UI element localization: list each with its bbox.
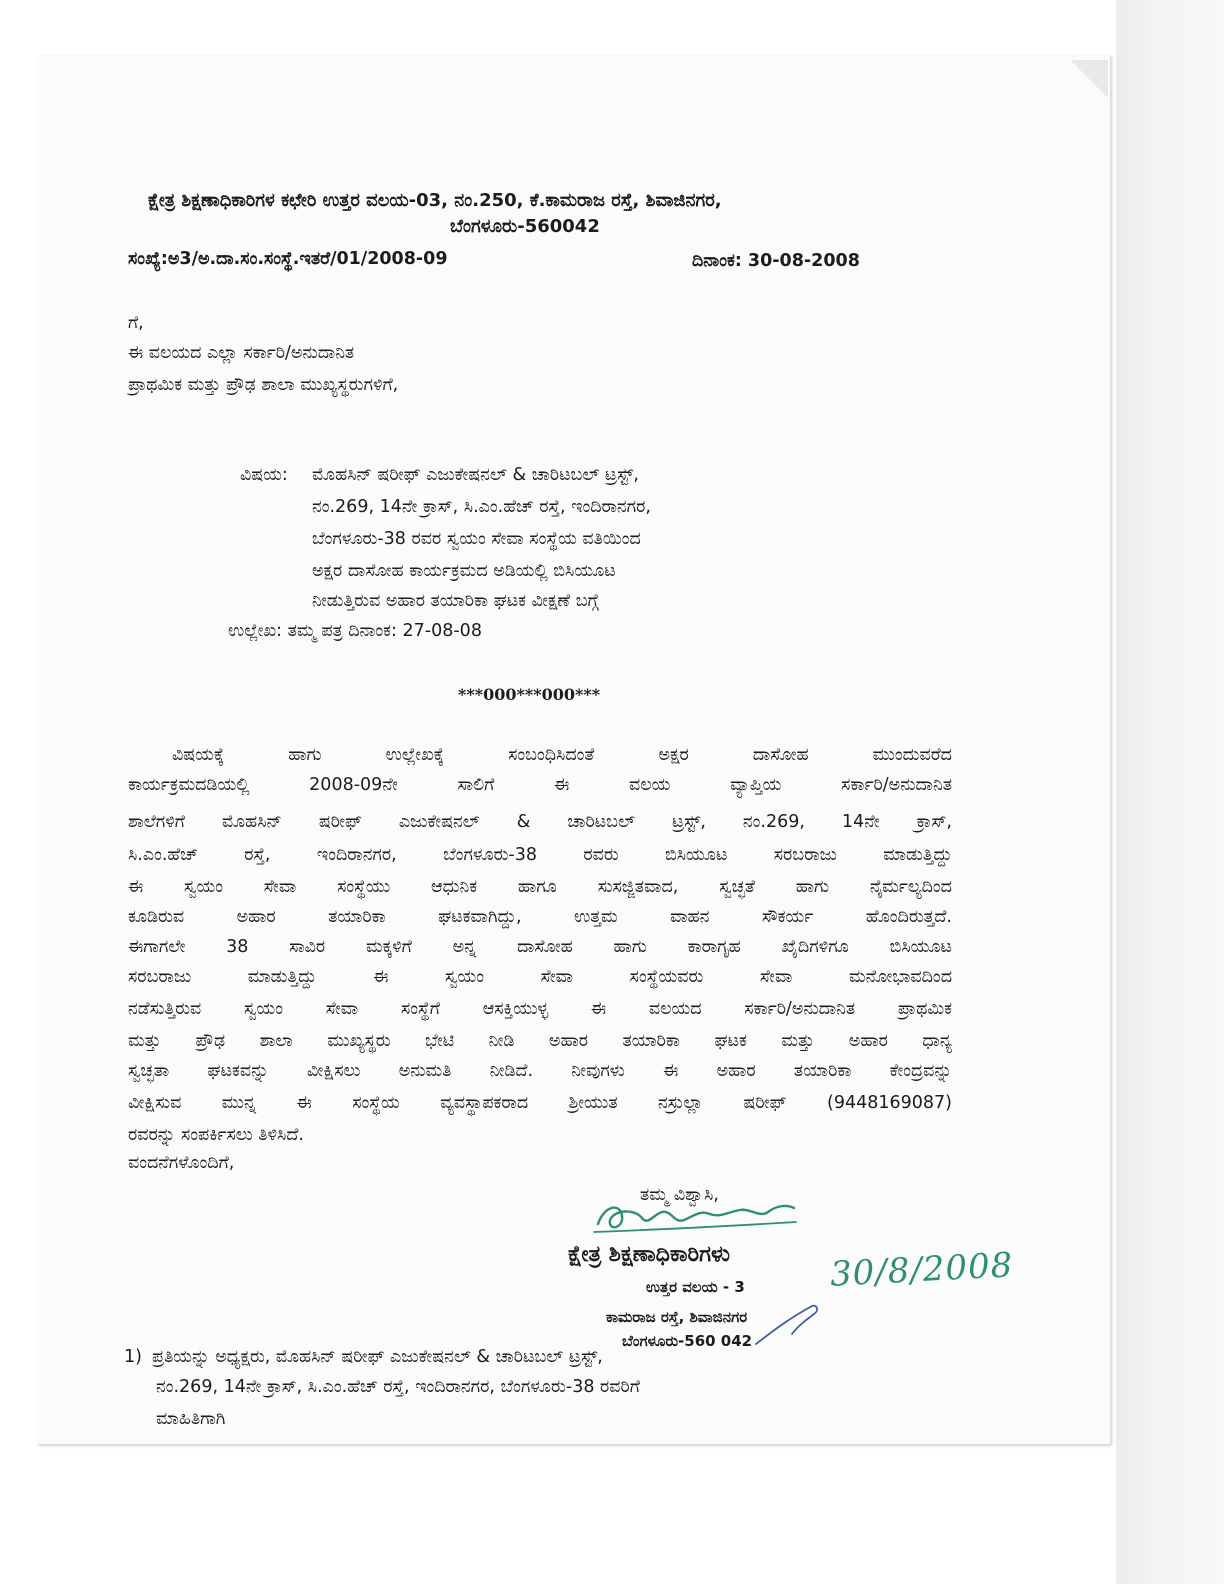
stamp-zone: ಉತ್ತರ ವಲಯ - 3: [646, 1278, 745, 1296]
letter-date: ದಿನಾಂಕ: 30-08-2008: [692, 251, 860, 271]
body-line-7: ಈಗಾಗಲೇ 38 ಸಾವಿರ ಮಕ್ಕಳಿಗೆ ಅನ್ನ ದಾಸೋಹ ಹಾಗು ಕಾರಾಗೃಹ ಖೈದಿಗಳಿಗೂ ಬಿಸಿಯೂಟ: [128, 937, 952, 957]
body-line-12: ವೀಕ್ಷಿಸುವ ಮುನ್ನ ಈ ಸಂಸ್ಥೆಯ ವ್ಯವಸ್ಥಾಪಕರಾದ ಶ್ರೀಯುತ ನಸ್ರುಲ್ಲಾ ಷರೀಫ್ (9448169087): [128, 1093, 952, 1113]
recipient-salutation: ಗೆ,: [128, 313, 144, 333]
copy-to-number: 1): [124, 1347, 142, 1367]
handwritten-signature: [590, 1196, 800, 1240]
handwritten-date: 30/8/2008: [829, 1245, 1015, 1295]
copy-to-line-1: ಪ್ರತಿಯನ್ನು ಅಧ್ಯಕ್ಷರು, ಮೊಹಸಿನ್ ಷರೀಫ್ ಎಜುಕೇಷನಲ್ & ಚಾರಿಟಬಲ್ ಟ್ರಸ್ಟ್,: [152, 1347, 603, 1367]
copy-to-line-3: ಮಾಹಿತಿಗಾಗಿ: [156, 1409, 226, 1429]
subject-label: ವಿಷಯ:: [240, 465, 288, 485]
subject-line-2: ನಂ.269, 14ನೇ ಕ್ರಾಸ್, ಸಿ.ಎಂ.ಹೆಚ್ ರಸ್ತೆ, ಇಂದಿರಾನಗರ,: [312, 497, 651, 517]
yours-faithfully: ತಮ್ಮ ವಿಶ್ವಾಸಿ,: [640, 1185, 719, 1205]
stamp-city: ಬೆಂಗಳೂರು-560 042: [622, 1332, 753, 1350]
scan-background: [1116, 0, 1224, 1584]
copy-to-line-2: ನಂ.269, 14ನೇ ಕ್ರಾಸ್, ಸಿ.ಎಂ.ಹೆಚ್ ರಸ್ತೆ, ಇಂದಿರಾನಗರ, ಬೆಂಗಳೂರು-38 ರವರಿಗೆ: [156, 1377, 640, 1397]
signatory-title: ಕ್ಷೇತ್ರ ಶಿಕ್ಷಣಾಧಿಕಾರಿಗಳು: [568, 1242, 730, 1267]
body-line-9: ನಡೆಸುತ್ತಿರುವ ಸ್ವಯಂ ಸೇವಾ ಸಂಸ್ಥೆಗೆ ಆಸಕ್ತಿಯುಳ್ಳ ಈ ವಲಯದ ಸರ್ಕಾರಿ/ಅನುದಾನಿತ ಪ್ರಾಥಮಿಕ: [128, 999, 952, 1019]
body-line-2: ಕಾರ್ಯಕ್ರಮದಡಿಯಲ್ಲಿ 2008-09ನೇ ಸಾಲಿಗೆ ಈ ವಲಯ ವ್ಯಾಪ್ತಿಯ ಸರ್ಕಾರಿ/ಅನುದಾನಿತ: [128, 775, 952, 795]
recipient-line-2: ಪ್ರಾಥಮಿಕ ಮತ್ತು ಪ್ರೌಢ ಶಾಲಾ ಮುಖ್ಯಸ್ಥರುಗಳಿಗೆ,: [128, 375, 399, 395]
recipient-line-1: ಈ ವಲಯದ ಎಲ್ಲಾ ಸರ್ಕಾರಿ/ಅನುದಾನಿತ: [128, 343, 355, 363]
section-separator: ***000***000***: [458, 685, 601, 704]
body-line-8: ಸರಬರಾಜು ಮಾಡುತ್ತಿದ್ದು ಈ ಸ್ವಯಂ ಸೇವಾ ಸಂಸ್ಥೆಯವರು ಸೇವಾ ಮನೋಭಾವದಿಂದ: [128, 967, 952, 987]
subject-line-3: ಬೆಂಗಳೂರು-38 ರವರ ಸ್ವಯಂ ಸೇವಾ ಸಂಸ್ಥೆಯ ವತಿಯಿಂದ: [312, 529, 641, 549]
body-line-11: ಸ್ವಚ್ಛತಾ ಘಟಕವನ್ನು ವೀಕ್ಷಿಸಲು ಅನುಮತಿ ನೀಡಿದೆ. ನೀವುಗಳು ಈ ಅಹಾರ ತಯಾರಿಕಾ ಕೇಂದ್ರವನ್ನು: [128, 1061, 952, 1081]
subject-reference: ಉಲ್ಲೇಖ: ತಮ್ಮ ಪತ್ರ ದಿನಾಂಕ: 27-08-08: [228, 621, 482, 641]
stamp-address: ಕಾಮರಾಜ ರಸ್ತೆ, ಶಿವಾಜಿನಗರ: [606, 1308, 748, 1326]
office-city-line: ಬೆಂಗಳೂರು-560042: [450, 216, 600, 237]
office-address-line: ಕ್ಷೇತ್ರ ಶಿಕ್ಷಣಾಧಿಕಾರಿಗಳ ಕಛೇರಿ ಉತ್ತರ ವಲಯ-03, ನಂ.250, ಕೆ.ಕಾಮರಾಜ ರಸ್ತೆ, ಶಿವಾಜಿನಗರ,: [148, 190, 722, 211]
body-line-3: ಶಾಲೆಗಳಿಗೆ ಮೊಹಸಿನ್ ಷರೀಫ್ ಎಜುಕೇಷನಲ್ & ಚಾರಿಟಬಲ್ ಟ್ರಸ್ಟ್, ನಂ.269, 14ನೇ ಕ್ರಾಸ್,: [128, 812, 952, 832]
reference-number: ಸಂಖ್ಯೆ:ಅ3/ಅ.ದಾ.ಸಂ.ಸಂಸ್ಥೆ.ಇತರೆ/01/2008-09: [128, 249, 448, 269]
subject-line-1: ಮೊಹಸಿನ್ ಷರೀಫ್ ಎಜುಕೇಷನಲ್ & ಚಾರಿಟಬಲ್ ಟ್ರಸ್ಟ್,: [312, 465, 639, 485]
body-line-4: ಸಿ.ಎಂ.ಹೆಚ್ ರಸ್ತೆ, ಇಂದಿರಾನಗರ, ಬೆಂಗಳೂರು-38 ರವರು ಬಿಸಿಯೂಟ ಸರಬರಾಜು ಮಾಡುತ್ತಿದ್ದು: [128, 845, 952, 865]
body-line-13: ರವರನ್ನು ಸಂಪರ್ಕಿಸಲು ತಿಳಿಸಿದೆ.: [128, 1125, 304, 1145]
body-line-10: ಮತ್ತು ಪ್ರೌಢ ಶಾಲಾ ಮುಖ್ಯಸ್ಥರು ಭೇಟಿ ನೀಡಿ ಅಹಾರ ತಯಾರಿಕಾ ಘಟಕ ಮತ್ತು ಅಹಾರ ಧಾನ್ಯ: [128, 1031, 952, 1051]
body-line-5: ಈ ಸ್ವಯಂ ಸೇವಾ ಸಂಸ್ಥೆಯು ಆಧುನಿಕ ಹಾಗೂ ಸುಸಜ್ಜಿತವಾದ, ಸ್ವಚ್ಛತೆ ಹಾಗು ನೈರ್ಮಲ್ಯದಿಂದ: [128, 877, 952, 897]
body-line-1: ವಿಷಯಕ್ಕೆ ಹಾಗು ಉಲ್ಲೇಖಕ್ಕೆ ಸಂಬಂಧಿಸಿದಂತೆ ಅಕ್ಷರ ದಾಸೋಹ ಮುಂದುವರೆದ: [172, 745, 952, 765]
closing-greeting: ವಂದನೆಗಳೊಂದಿಗೆ,: [128, 1153, 235, 1173]
subject-line-4: ಅಕ್ಷರ ದಾಸೋಹ ಕಾರ್ಯಕ್ರಮದ ಅಡಿಯಲ್ಲಿ ಬಿಸಿಯೂಟ: [312, 561, 616, 581]
page-corner-fold: [1072, 60, 1108, 100]
signature-flourish: [750, 1300, 830, 1350]
subject-line-5: ನೀಡುತ್ತಿರುವ ಅಹಾರ ತಯಾರಿಕಾ ಘಟಕ ವೀಕ್ಷಣೆ ಬಗ್ಗೆ: [312, 591, 599, 611]
body-line-6: ಕೂಡಿರುವ ಅಹಾರ ತಯಾರಿಕಾ ಘಟಕವಾಗಿದ್ದು, ಉತ್ತಮ ವಾಹನ ಸೌಕರ್ಯ ಹೊಂದಿರುತ್ತದೆ.: [128, 907, 952, 927]
